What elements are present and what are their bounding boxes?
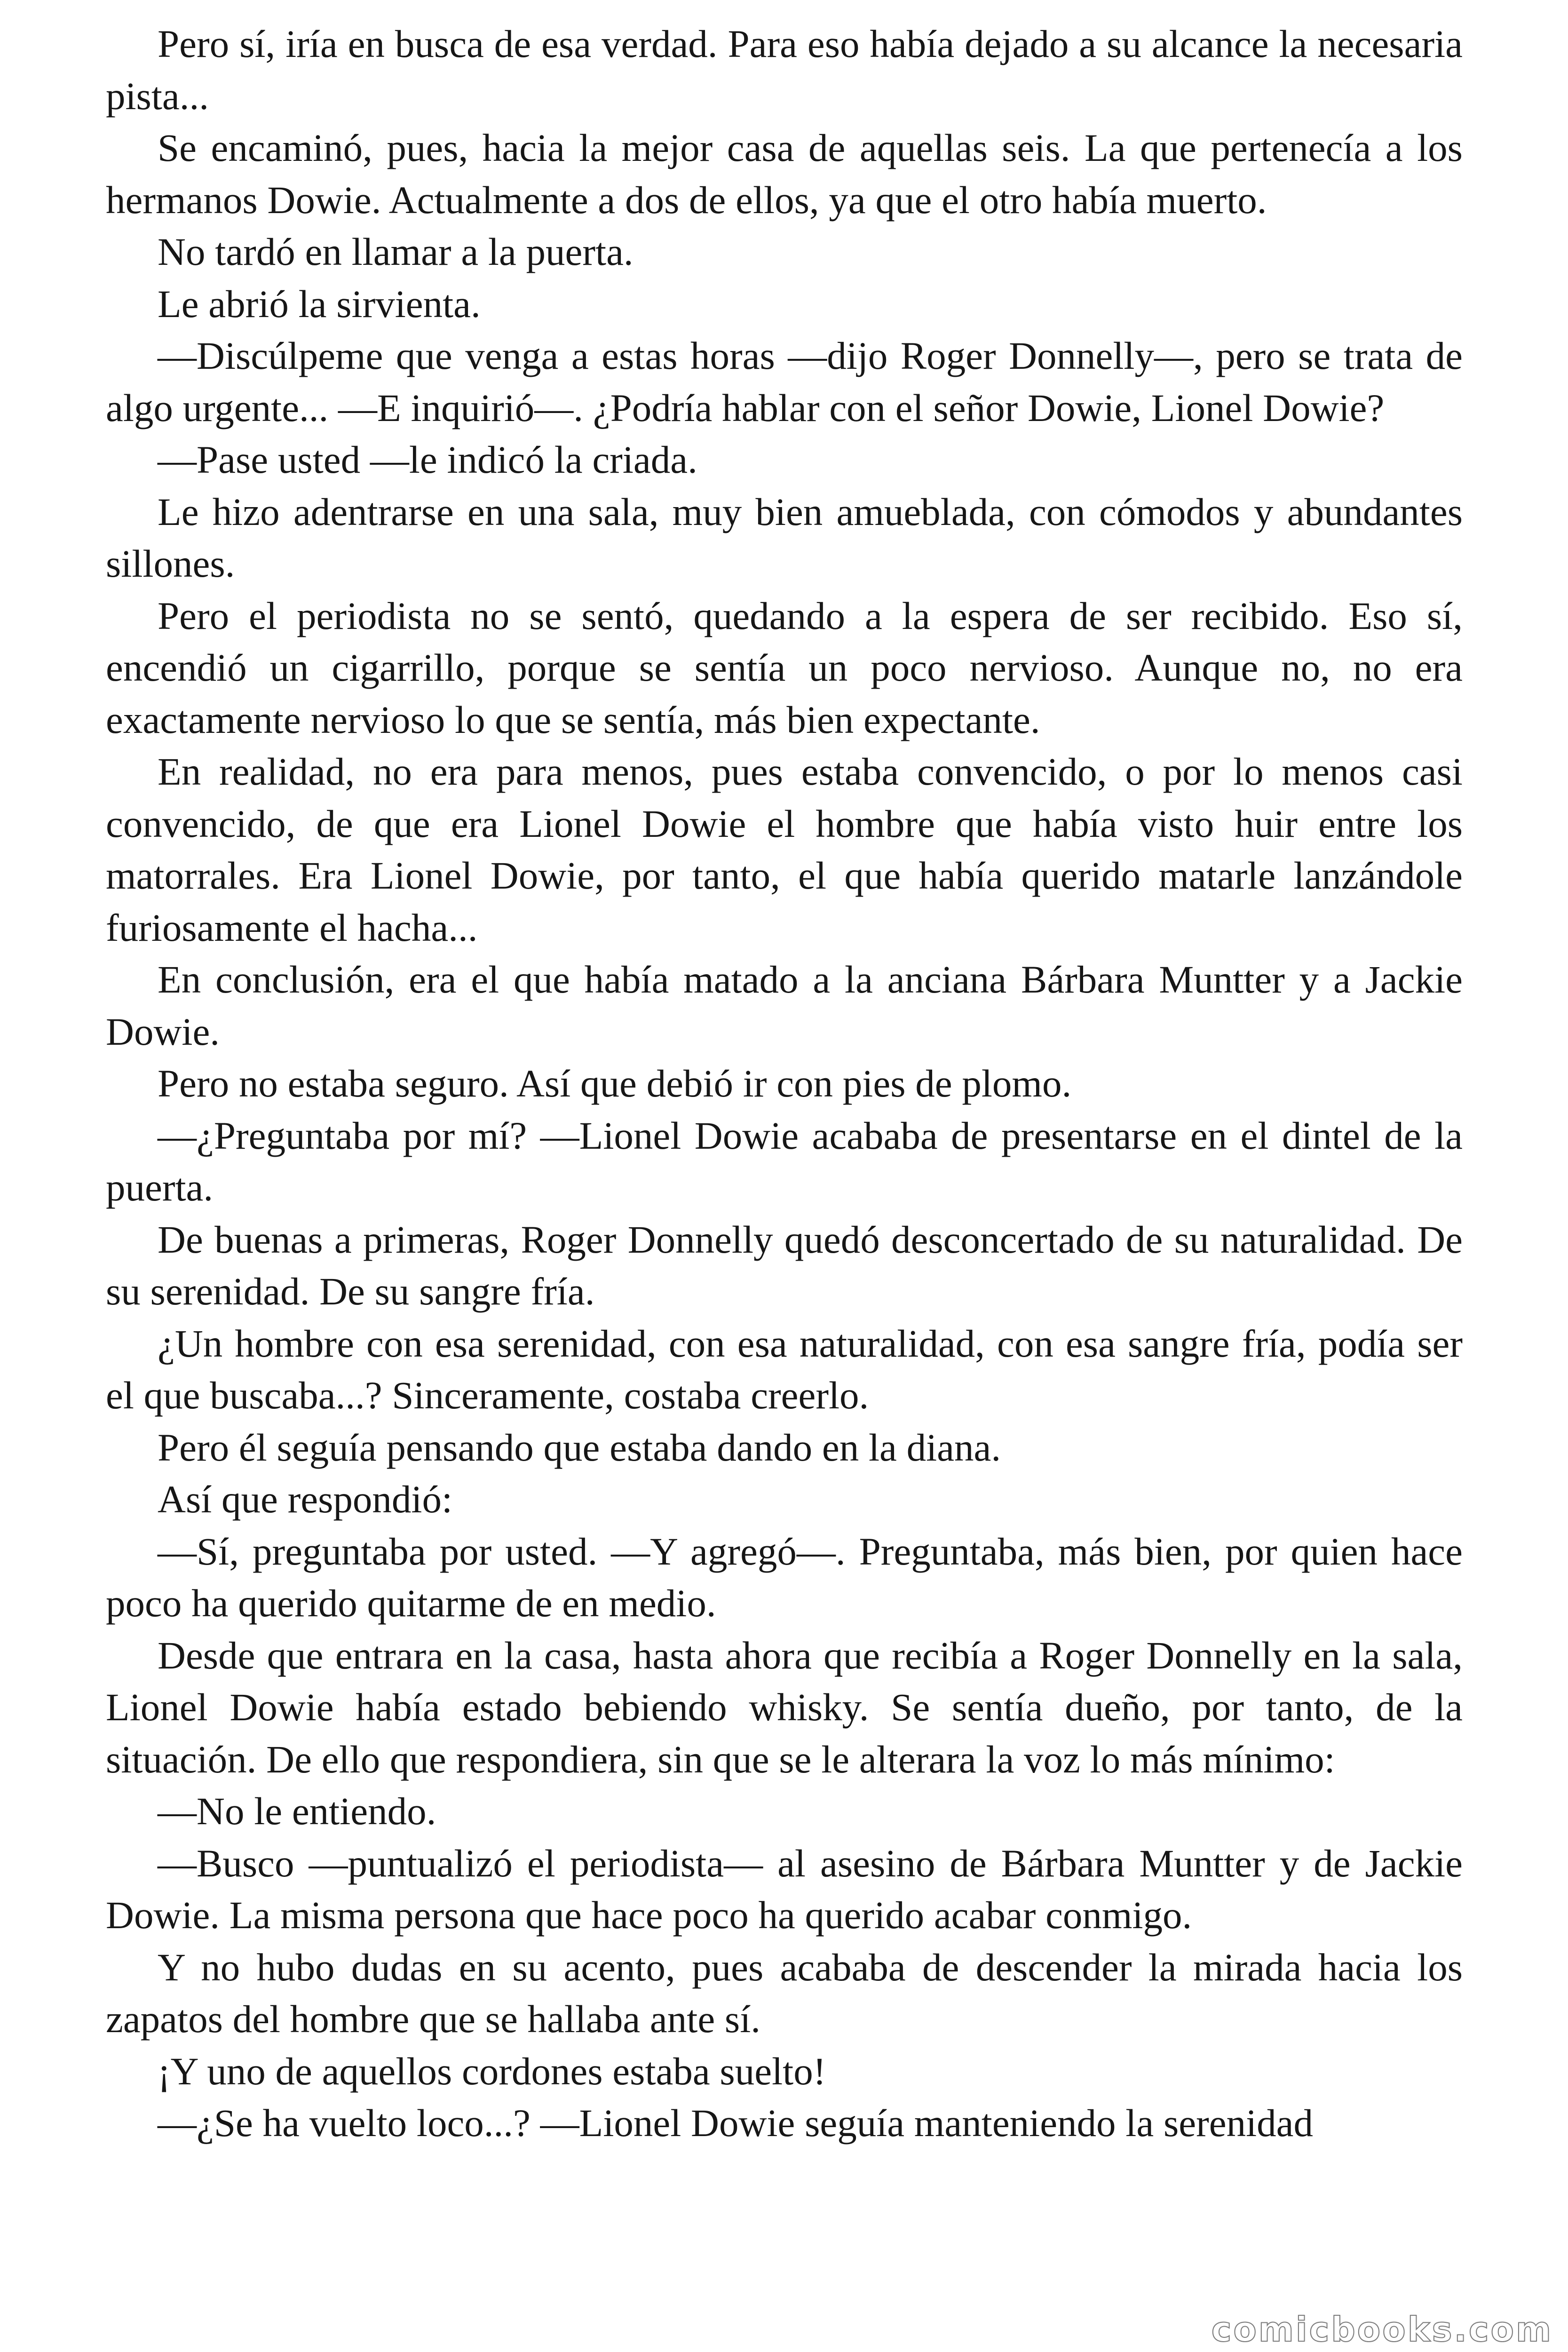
paragraph: No tardó en llamar a la puerta.	[158, 230, 634, 273]
paragraph: Desde que entrara en la casa, hasta ahora que recibía a Roger Donnelly en la sala, Lionel Dowie había estado bebiendo whisky. Se sentía dueño, por tanto, de la situación. De ello que respondiera, sin que se le alterara la voz lo más mínimo:	[106, 1633, 1463, 1781]
paragraph: ¡Y uno de aquellos cordones estaba suelto!	[158, 2049, 826, 2093]
paragraph: —¿Preguntaba por mí? —Lionel Dowie acababa de presentarse en el dintel de la puerta.	[106, 1113, 1463, 1209]
document-page	[106, 18, 1463, 2149]
paragraph: Así que respondió:	[158, 1478, 453, 1521]
paragraph: —Pase usted —le indicó la criada.	[158, 438, 697, 481]
paragraph: ¿Un hombre con esa serenidad, con esa naturalidad, con esa sangre fría, podía ser el que buscaba...? Sinceramente, costaba creerlo.	[106, 1321, 1463, 1417]
paragraph: De buenas a primeras, Roger Donnelly quedó desconcertado de su naturalidad. De su serenidad. De su sangre fría.	[106, 1217, 1463, 1313]
paragraph: —Busco —puntualizó el periodista— al asesino de Bárbara Muntter y de Jackie Dowie. La misma persona que hace poco ha querido acabar conmigo.	[106, 1841, 1463, 1937]
paragraph: Pero él seguía pensando que estaba dando en la diana.	[158, 1425, 1001, 1469]
paragraph: Le abrió la sirvienta.	[158, 282, 481, 326]
paragraph: Y no hubo dudas en su acento, pues acababa de descender la mirada hacia los zapatos del hombre que se hallaba ante sí.	[106, 1945, 1463, 2041]
paragraph: —Sí, preguntaba por usted. —Y agregó—. Preguntaba, más bien, por quien hace poco ha querido quitarme de en medio.	[106, 1529, 1463, 1625]
paragraph: Se encaminó, pues, hacia la mejor casa de aquellas seis. La que pertenecía a los hermanos Dowie. Actualmente a dos de ellos, ya que el otro había muerto.	[106, 126, 1463, 222]
paragraph: Le hizo adentrarse en una sala, muy bien amueblada, con cómodos y abundantes sillones.	[106, 490, 1463, 585]
paragraph: Pero sí, iría en busca de esa verdad. Para eso había dejado a su alcance la necesaria pista...	[106, 22, 1463, 118]
paragraph: —¿Se ha vuelto loco...? —Lionel Dowie seguía manteniendo la serenidad	[158, 2101, 1313, 2145]
paragraph: Pero el periodista no se sentó, quedando a la espera de ser recibido. Eso sí, encendió un cigarrillo, porque se sentía un poco nervioso. Aunque no, no era exactamente nervioso lo que se sentía, más bien expectante.	[106, 594, 1463, 741]
paragraph: En realidad, no era para menos, pues estaba convencido, o por lo menos casi convencido, de que era Lionel Dowie el hombre que había visto huir entre los matorrales. Era Lionel Dowie, por tanto, el que había querido matarle lanzándole furiosamente el hacha...	[106, 750, 1463, 949]
paragraph: En conclusión, era el que había matado a la anciana Bárbara Muntter y a Jackie Dowie.	[106, 958, 1463, 1053]
paragraph: —Discúlpeme que venga a estas horas —dijo Roger Donnelly—, pero se trata de algo urgente... —E inquirió—. ¿Podría hablar con el señor Dowie, Lionel Dowie?	[106, 334, 1463, 429]
paragraph: Pero no estaba seguro. Así que debió ir con pies de plomo.	[158, 1062, 1072, 1105]
watermark: comicbooks.com	[1211, 2310, 1553, 2349]
paragraph: —No le entiendo.	[158, 1789, 436, 1833]
